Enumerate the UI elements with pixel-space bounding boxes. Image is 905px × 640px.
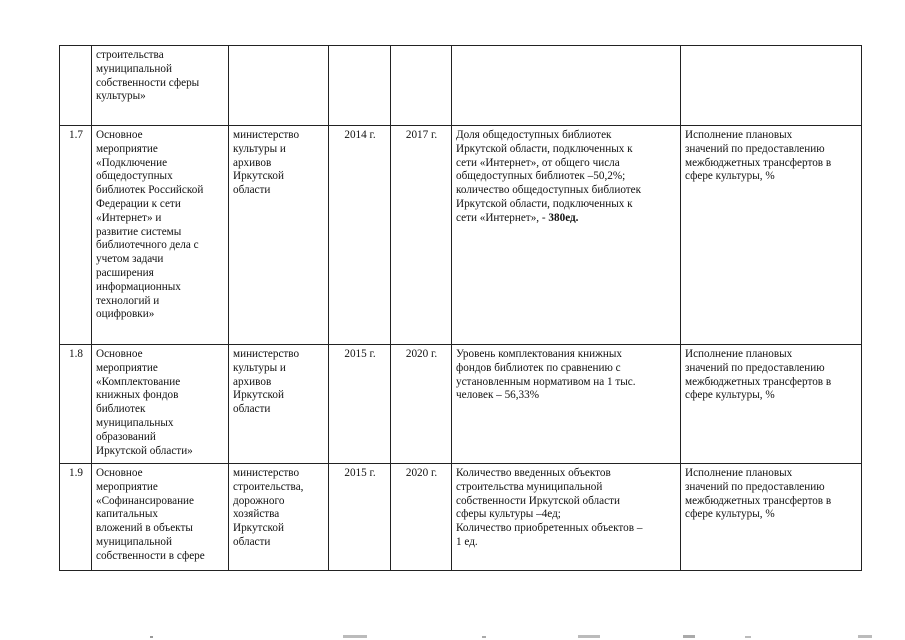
expected-result [452, 345, 681, 464]
start-year [329, 46, 391, 126]
row-number: 1.8 [60, 345, 92, 464]
table-row [60, 464, 862, 571]
start-year: 2014 г. [329, 126, 391, 345]
executor [229, 46, 329, 126]
table-row [60, 46, 862, 126]
table-row [60, 126, 862, 345]
result-bold-text: 380ед. [548, 211, 579, 224]
target-indicator [681, 46, 862, 126]
scan-artifacts [0, 632, 905, 640]
event-name: Основное мероприятие «Комплектование книжных фондов библиотек муниципальных образований Иркутской области» [92, 345, 229, 464]
result-text: Количество введенных объектов строительства муниципальной собственности Иркутской области сферы культуры –4ед; Количество приобретенных объектов – 1 ед. [456, 467, 643, 548]
expected-result [452, 464, 681, 571]
end-year: 2017 г. [391, 126, 452, 345]
result-text: Доля общедоступных библиотек Иркутской области, подключенных к сети «Интернет», от общего числа общедоступных библиотек –50,2%; количество общедоступных библиотек Иркутской области, подключенных к сети «Интернет», - [456, 129, 642, 224]
end-year: 2020 г. [391, 345, 452, 464]
executor: министерство строительства, дорожного хозяйства Иркутской области [229, 464, 329, 571]
row-number: 1.9 [60, 464, 92, 571]
event-name: Основное мероприятие «Софинансирование капитальных вложений в объекты муниципальной собственности в сфере [92, 464, 229, 571]
event-name: Основное мероприятие «Подключение общедоступных библиотек Российской Федерации к сети «Интернет» и развитие системы библиотечного дела с учетом задачи расширения информационных технологий и оцифровки» [92, 126, 229, 345]
target-indicator: Исполнение плановых значений по предоставлению межбюджетных трансфертов в сфере культуры, % [681, 464, 862, 571]
start-year: 2015 г. [329, 345, 391, 464]
result-text: Уровень комплектования книжных фондов библиотек по сравнению с установленным нормативом на 1 тыс. человек – 56,33% [456, 348, 636, 402]
event-name: строительства муниципальной собственности сферы культуры» [92, 46, 229, 126]
start-year: 2015 г. [329, 464, 391, 571]
target-indicator: Исполнение плановых значений по предоставлению межбюджетных трансфертов в сфере культуры, % [681, 126, 862, 345]
expected-result [452, 46, 681, 126]
executor: министерство культуры и архивов Иркутской области [229, 126, 329, 345]
table-row [60, 345, 862, 464]
target-indicator: Исполнение плановых значений по предоставлению межбюджетных трансфертов в сфере культуры, % [681, 345, 862, 464]
row-number [60, 46, 92, 126]
end-year [391, 46, 452, 126]
program-table [59, 45, 862, 571]
row-number: 1.7 [60, 126, 92, 345]
expected-result [452, 126, 681, 345]
executor: министерство культуры и архивов Иркутской области [229, 345, 329, 464]
end-year: 2020 г. [391, 464, 452, 571]
